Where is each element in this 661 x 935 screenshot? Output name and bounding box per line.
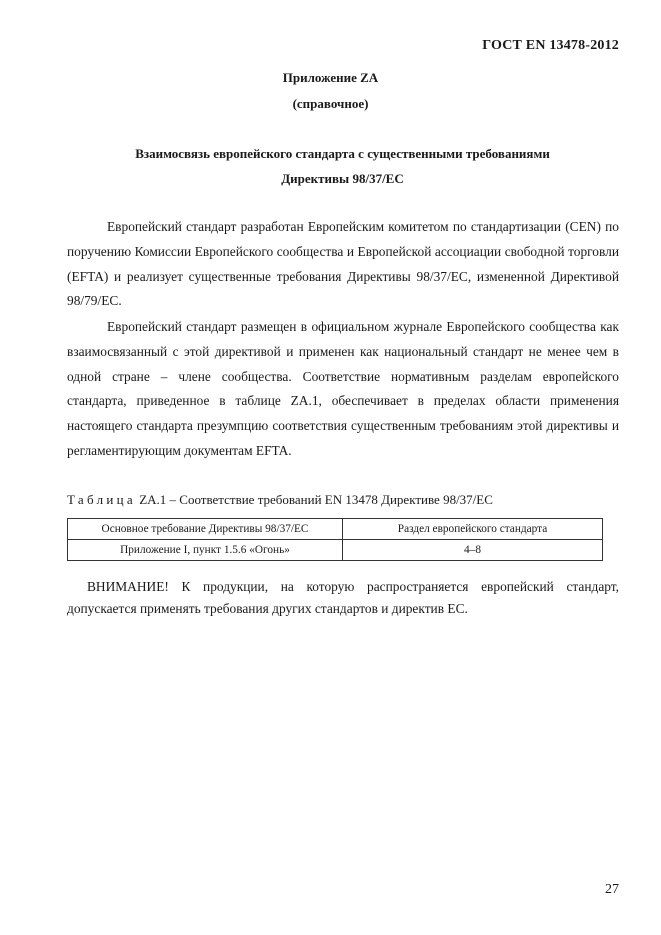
column-header-section: Раздел европейского стандарта <box>343 519 603 540</box>
table-header-row <box>68 519 603 540</box>
table-caption-text: ZA.1 – Соответствие требований EN 13478 Директиве 98/37/ЕС <box>139 492 493 507</box>
warning-note: ВНИМАНИЕ! К продукции, на которую распространяется европейский стандарт, допускается применять требования других стандартов и директив ЕС. <box>67 579 619 616</box>
annex-title: Приложение ZA <box>282 70 379 85</box>
paragraph-1: Европейский стандарт разработан Европейским комитетом по стандартизации (CEN) по поручению Комиссии Европейского сообщества и Европейской ассоциации свободной торговли (EFTA) и реализует существенные требования Директивы 98/37/ЕС, измененной Директивой 98/79/ЕС. <box>67 219 619 309</box>
standard-code: ГОСТ EN 13478-2012 <box>482 38 619 53</box>
paragraph-2: Европейский стандарт размещен в официальном журнале Европейского сообщества как взаимосвязанный с этой директивой и применен как национальный стандарт не менее чем в одной стране – члене сообщества. Соответствие нормативным разделам европейского стандарта, приведенное в таблице ZA.1, обеспечивает в пределах области применения настоящего стандарта презумпцию соответствия существенным требованиям этой директивы и регламентирующим документам EFTA. <box>67 319 619 458</box>
requirements-table <box>67 518 603 561</box>
annex-subtitle: (справочное) <box>292 96 369 111</box>
section-heading-line-2: Директивы 98/37/ЕС <box>281 171 404 186</box>
table-cell-requirement: Приложение I, пункт 1.5.6 «Огонь» <box>68 540 343 561</box>
section-heading-line-1: Взаимосвязь европейского стандарта с существенными требованиями <box>135 146 550 161</box>
table-caption <box>67 492 493 508</box>
column-header-requirement: Основное требование Директивы 98/37/ЕС <box>68 519 343 540</box>
page-number: 27 <box>605 882 619 897</box>
table-cell-section: 4–8 <box>343 540 603 561</box>
table-caption-prefix: Таблица <box>67 492 136 507</box>
table-row <box>68 540 603 561</box>
